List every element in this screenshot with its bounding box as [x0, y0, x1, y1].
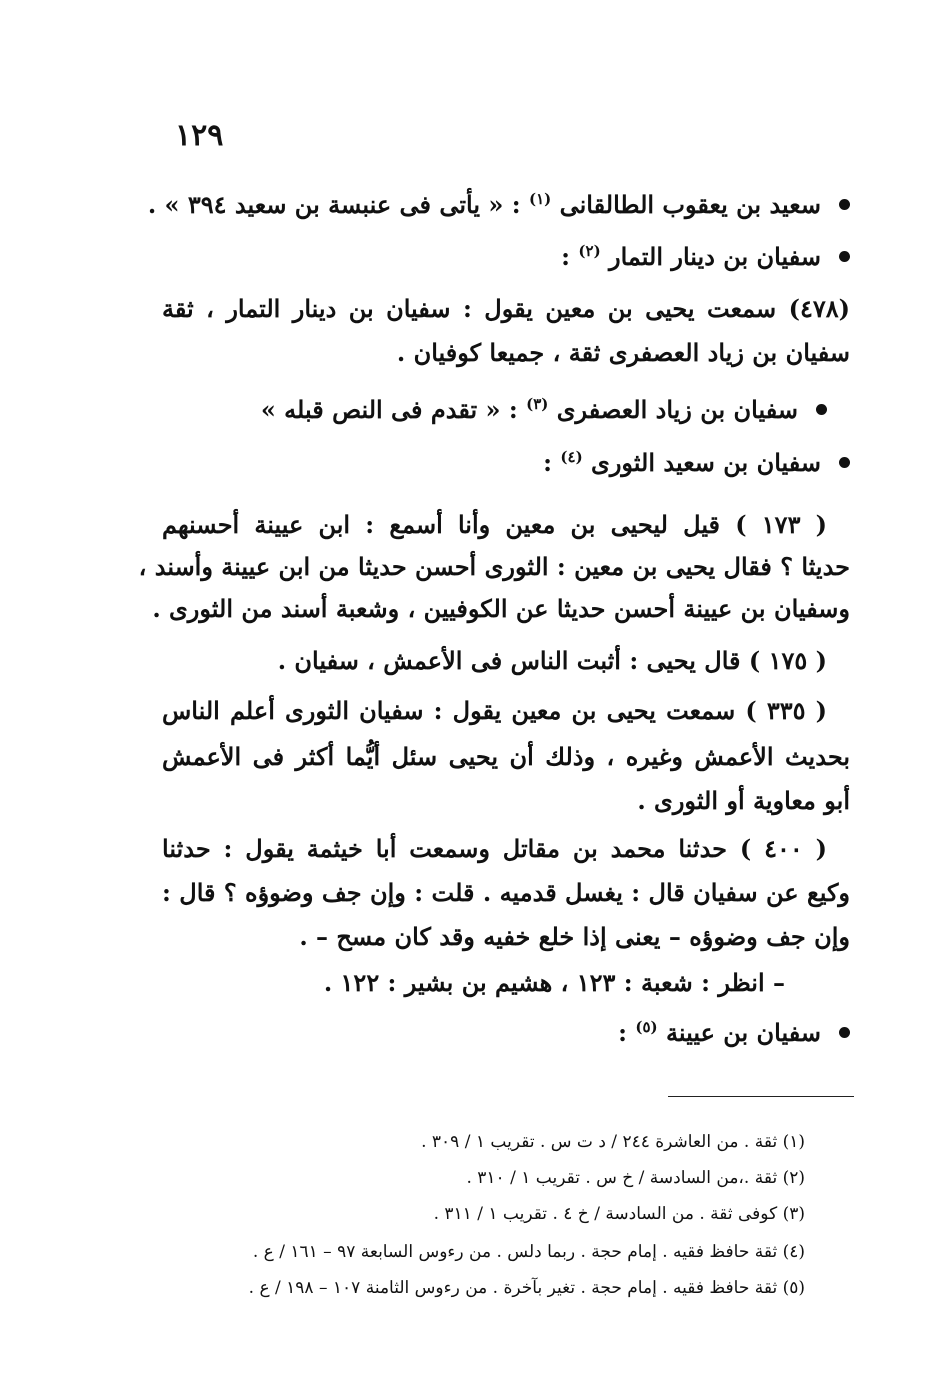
paragraph-173-line-2: حديثا ؟ فقال يحيى بن معين : الثورى أحسن حديثا من ابن عيينة وأسند ، [138, 552, 850, 581]
footnote-2: (٢) ثقة .،من السادسة / خ س . تقريب ١ / ٣١٠ . [466, 1168, 805, 1188]
paragraph-478-line-2: سفيان بن زياد العصفرى ثقة ، جميعا كوفيان . [396, 338, 850, 367]
bullet-icon [839, 251, 850, 262]
bullet-icon [839, 199, 850, 210]
paragraph-335-line-3: أبو معاوية أو الثورى . [637, 786, 850, 815]
footnote-ref: (٥) [635, 1018, 658, 1036]
entry-heading: سفيان بن دينار التمار [609, 242, 821, 271]
paragraph-400-line-2: وكيع عن سفيان قال : يغسل قدميه . قلت : وإن جف وضوؤه ؟ قال : [162, 878, 850, 907]
bullet-icon [816, 404, 827, 415]
bullet-icon [839, 457, 850, 468]
paragraph-400-line-1: ( ٤٠٠ ) حدثنا محمد بن مقاتل وسمعت أبا خيثمة يقول : حدثنا [162, 834, 827, 863]
entry-sufyan-al-thawri [543, 446, 850, 480]
entry-sufyan-ibn-ziyad [261, 393, 827, 427]
paragraph-173-line-1: ( ١٧٣ ) قيل ليحيى بن معين وأنا أسمع : ابن عيينة أحسنهم [162, 510, 827, 539]
entry-heading: سفيان بن زياد العصفرى [556, 395, 798, 424]
footnote-1: (١) ثقة . من العاشرة ٢٤٤ / د ت س . تقريب ١ / ٣٠٩ . [421, 1132, 805, 1152]
entry-text: : [561, 242, 571, 271]
paragraph-400-line-3: وإن جف وضوؤه – يعنى إذا خلع خفيه وقد كان مسح – . [299, 922, 850, 951]
paragraph-335-line-2: بحديث الأعمش وغيره ، وذلك أن يحيى سئل أيُّما أكثر فى الأعمش [162, 742, 850, 771]
footnote-ref: (٣) [526, 395, 549, 413]
paragraph-478-line-1: (٤٧٨) سمعت يحيى بن معين يقول : سفيان بن دينار التمار ، ثقة [162, 294, 850, 323]
entry-said-ibn-yaqub [148, 188, 850, 222]
footnote-4: (٤) ثقة حافظ فقيه . إمام حجة . ربما دلس . من رءوس السابعة ٩٧ – ١٦١ / ع . [252, 1242, 805, 1262]
paragraph-173-line-3: وسفيان بن عيينة أحسن حديثا عن الكوفيين ، وشعبة أسند من الثورى . [152, 594, 850, 623]
entry-sufyan-ibn-dinar [561, 240, 850, 274]
see-also: – انظر : شعبة : ١٢٣ ، هشيم بن بشير : ١٢٢ . [323, 968, 785, 997]
footnote-ref: (٤) [560, 448, 583, 466]
entry-heading: سعيد بن يعقوب الطالقانى [559, 190, 821, 219]
footnote-3: (٣) كوفى ثقة . من السادسة / خ ٤ . تقريب ١ / ٣١١ . [433, 1204, 805, 1224]
entry-text: : [543, 448, 553, 477]
paragraph-335-line-1: ( ٣٣٥ ) سمعت يحيى بن معين يقول : سفيان الثورى أعلم الناس [162, 696, 827, 725]
entry-sufyan-ibn-uyayna [618, 1016, 850, 1050]
entry-heading: سفيان بن سعيد الثورى [591, 448, 821, 477]
page-number: ١٢٩ [175, 118, 224, 153]
footnote-5: (٥) ثقة حافظ فقيه . إمام حجة . تغير بآخرة . من رءوس الثامنة ١٠٧ – ١٩٨ / ع . [248, 1278, 805, 1298]
footnote-ref: (١) [528, 190, 552, 208]
entry-text: : [618, 1018, 627, 1047]
entry-text: : « يأتى فى عنبسة بن سعيد ٣٩٤ » . [147, 190, 521, 219]
entry-heading: سفيان بن عيينة [665, 1018, 821, 1047]
entry-text: : « تقدم فى النص قبله » [260, 395, 518, 424]
footnote-ref: (٢) [578, 242, 601, 260]
footnote-divider [668, 1096, 854, 1097]
bullet-icon [839, 1027, 850, 1038]
paragraph-175: ( ١٧٥ ) قال يحيى : أثبت الناس فى الأعمش ، سفيان . [277, 646, 827, 675]
